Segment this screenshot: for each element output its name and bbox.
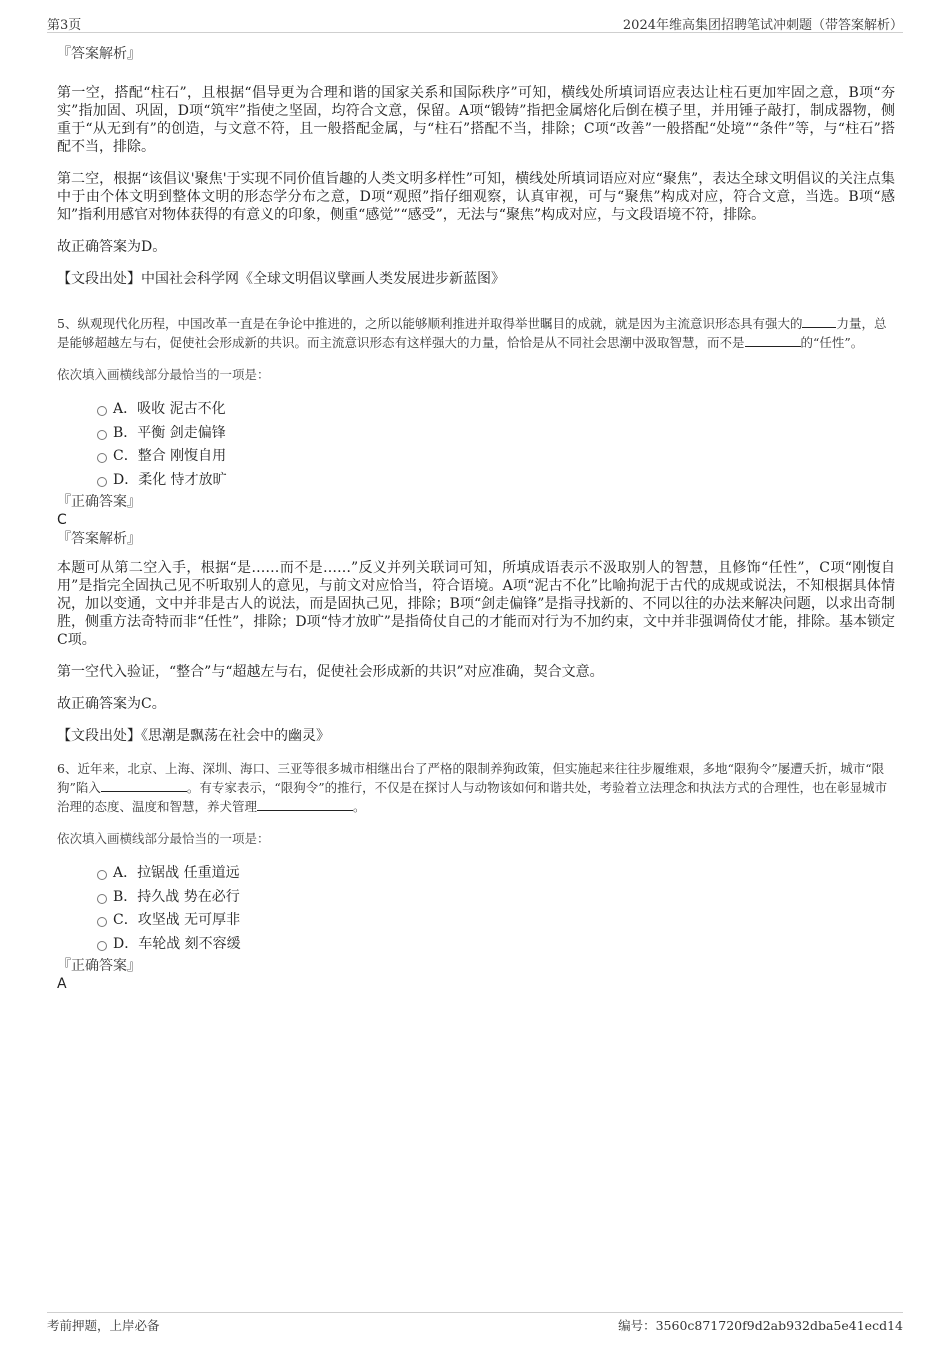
fill-blank	[745, 334, 801, 347]
option-c[interactable]: C．整合 刚愎自用	[57, 445, 895, 469]
analysis-paragraph: 第二空，根据“该倡议'聚焦'于实现不同价值旨趣的人类文明多样性”可知，横线处所填词语应对应“聚焦”，表达全球文明倡议的关注点集中于由个体文明到整体文明的形态学分布之意，D项“观照”指仔细观察，认真审视，可与“聚焦”构成对应，符合文意，当选。B项“感知”指利用感官对物体获得的有意义的印象，侧重“感觉”“感受”，无法与“聚焦”构成对应，与文段语境不符，排除。	[57, 171, 895, 223]
conclusion: 故正确答案为D。	[57, 239, 167, 255]
radio-icon[interactable]	[97, 453, 107, 463]
option-c[interactable]: C．攻坚战 无可厚非	[57, 909, 895, 933]
answer-label: 『正确答案』	[57, 958, 141, 974]
question-6-text: 6、近年来，北京、上海、深圳、海口、三亚等很多城市相继出台了严格的限制养狗政策，但实施起来往往步履维艰，多地“限狗令”屡遭夭折，城市“限狗”陷入 。有专家表示，“限狗令”的推行，不仅是在探讨人与动物该如何和谐共处，考验着立法理念和执法方式的合理性，也在彰显城市治理的态度、温度和智慧，养犬管理 。	[57, 761, 888, 814]
question-prompt: 依次填入画横线部分最恰当的一项是：	[57, 831, 270, 846]
correct-answer: C	[57, 512, 67, 528]
analysis-paragraph: 第一空代入验证，“整合”与“超越左与右，促使社会形成新的共识”对应准确，契合文意。	[57, 664, 604, 680]
analysis-label: 『答案解析』	[57, 531, 141, 547]
page-number: 第3页	[47, 18, 82, 33]
radio-icon[interactable]	[97, 894, 107, 904]
option-b[interactable]: B．平衡 剑走偏锋	[57, 422, 895, 446]
page-footer	[47, 1312, 903, 1335]
fill-blank	[257, 798, 353, 811]
correct-answer: A	[57, 976, 67, 992]
document-id: 编号：3560c871720f9d2ab932dba5e41ecd14	[618, 1318, 903, 1333]
footer-slogan: 考前押题，上岸必备	[47, 1318, 160, 1333]
radio-icon[interactable]	[97, 870, 107, 880]
option-d[interactable]: D．柔化 恃才放旷	[57, 469, 895, 493]
fill-blank	[802, 315, 836, 328]
option-a[interactable]: A．拉锯战 任重道远	[57, 862, 895, 886]
conclusion: 故正确答案为C。	[57, 696, 166, 712]
question-5-text: 5、纵观现代化历程，中国改革一直是在争论中推进的，之所以能够顺利推进并取得举世瞩目的成就，就是因为主流意识形态具有强大的 力量，总是能够超越左与右，促使社会形成新的共识。而主流意识形态有这样强大的力量，恰恰是从不同社会思潮中汲取智慧，而不是 的“任性”。	[57, 316, 887, 350]
source-citation: 【文段出处】《思潮是飘荡在社会中的幽灵》	[57, 728, 330, 744]
radio-icon[interactable]	[97, 406, 107, 416]
options-list	[57, 398, 895, 492]
source-citation: 【文段出处】中国社会科学网《全球文明倡议擘画人类发展进步新蓝图》	[57, 271, 505, 287]
page-header	[47, 12, 903, 33]
options-list	[57, 862, 895, 956]
radio-icon[interactable]	[97, 430, 107, 440]
analysis-paragraph: 第一空，搭配“柱石”，且根据“倡导更为合理和谐的国家关系和国际秩序”可知，横线处所填词语应表达让柱石更加牢固之意，B项“夯实”指加固、巩固，D项“筑牢”指使之坚固，均符合文意，保留。A项“锻铸”指把金属熔化后倒在模子里，并用锤子敲打，制成器物，侧重于“从无到有”的创造，与文意不符，且一般搭配金属，与“柱石”搭配不当，排除；C项“改善”一般搭配“处境”“条件”等，与“柱石”搭配不当，排除。	[57, 85, 895, 155]
analysis-paragraph: 本题可从第二空入手，根据“是……而不是……”反义并列关联词可知，所填成语表示不汲取别人的智慧，且修饰“任性”，C项“刚愎自用”是指完全固执己见不听取别人的意见，与前文对应恰当，符合语境。A项“泥古不化”比喻拘泥于古代的成规或说法，不知根据具体情况，加以变通，文中并非是古人的说法，而是固执己见，排除；B项“剑走偏锋”是指寻找新的、不同以往的办法来解决问题，以求出奇制胜，侧重方法奇特而非“任性”，排除；D项“恃才放旷”是指倚仗自己的才能而对行为不加约束，文中并非强调倚仗才能，排除。基本锁定C项。	[57, 560, 895, 648]
document-title: 2024年维高集团招聘笔试冲刺题（带答案解析）	[622, 18, 903, 33]
page-content	[57, 44, 895, 993]
radio-icon[interactable]	[97, 941, 107, 951]
option-d[interactable]: D．车轮战 刻不容缓	[57, 933, 895, 957]
option-b[interactable]: B．持久战 势在必行	[57, 886, 895, 910]
radio-icon[interactable]	[97, 477, 107, 487]
answer-label: 『正确答案』	[57, 494, 141, 510]
fill-blank	[101, 779, 187, 792]
option-a[interactable]: A．吸收 泥古不化	[57, 398, 895, 422]
question-prompt: 依次填入画横线部分最恰当的一项是：	[57, 367, 270, 382]
radio-icon[interactable]	[97, 917, 107, 927]
analysis-label: 『答案解析』	[57, 46, 141, 62]
